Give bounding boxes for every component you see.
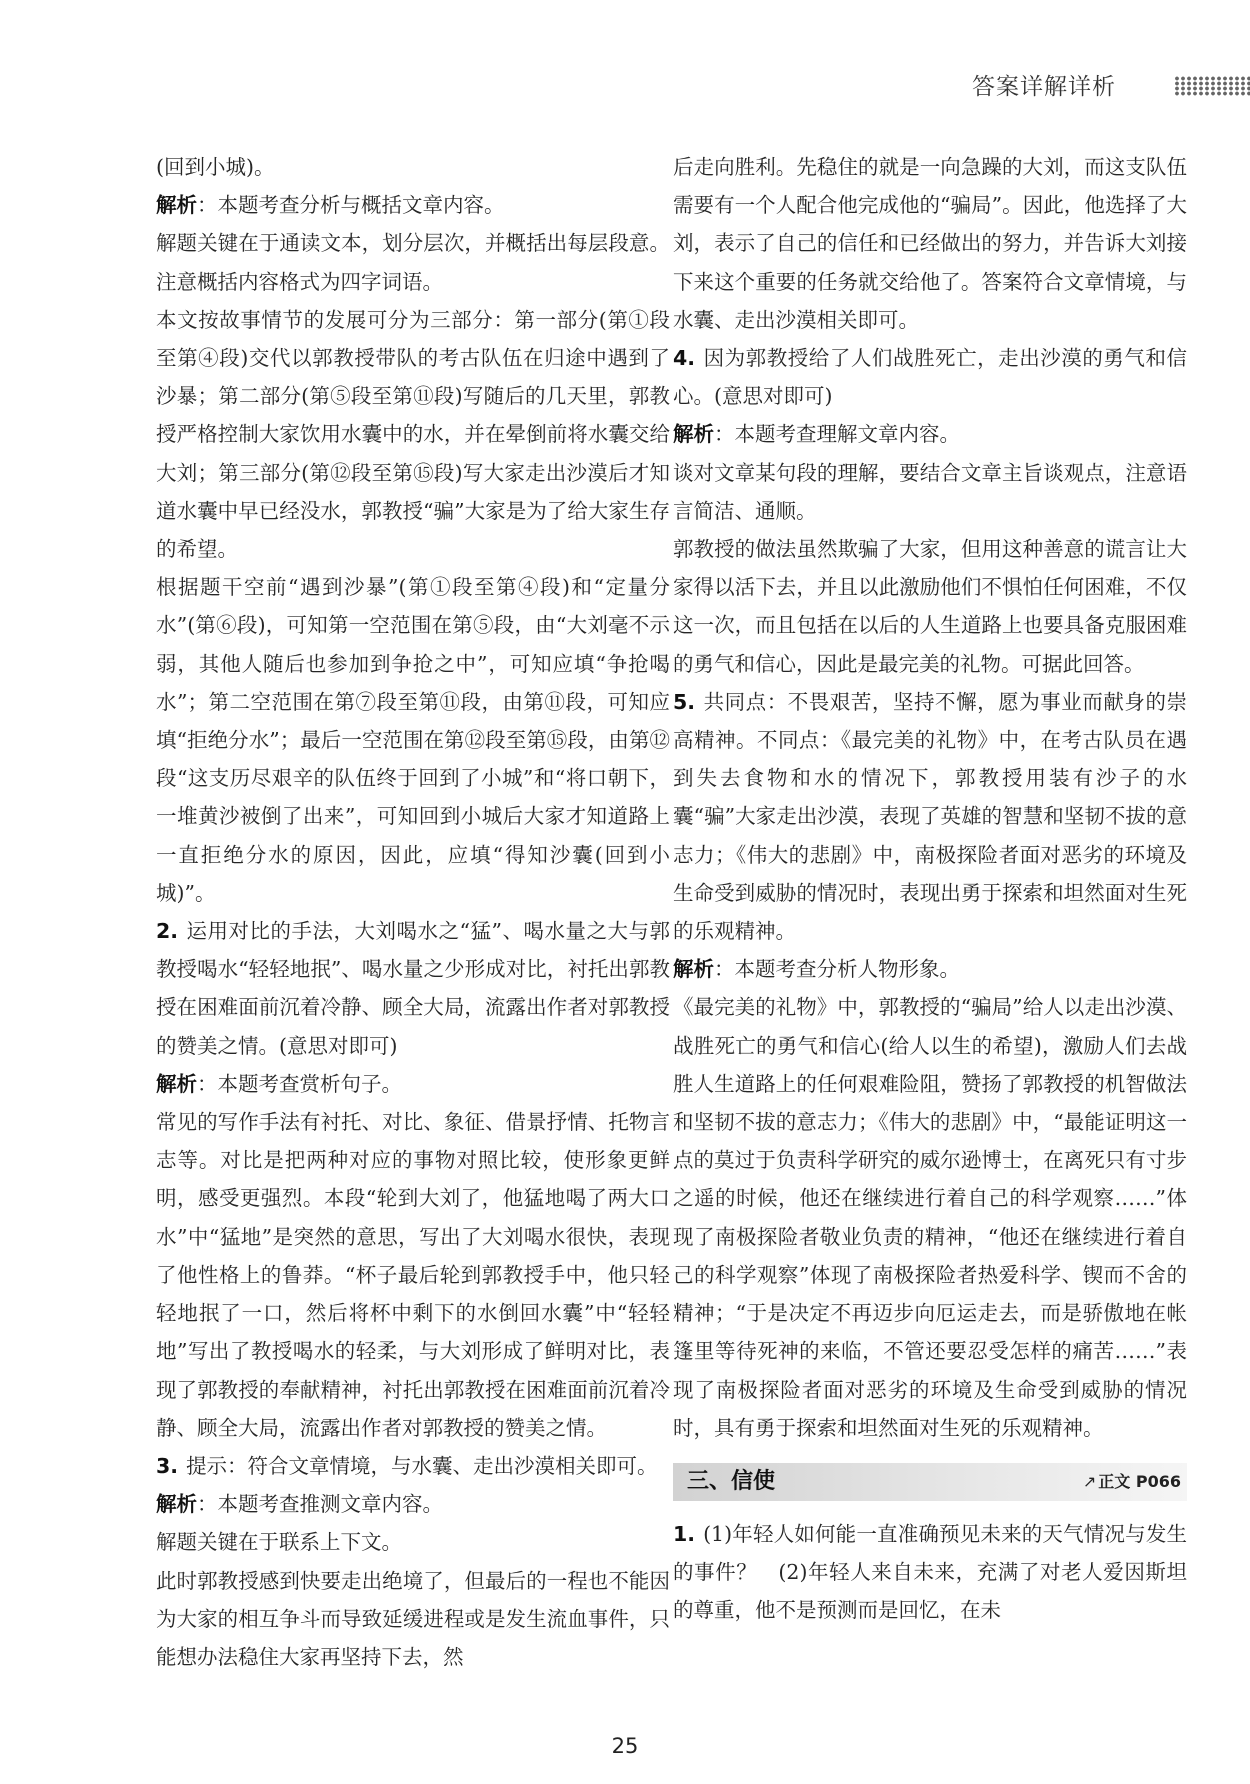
analysis-line — [156, 1065, 670, 1103]
left-column — [156, 148, 670, 1676]
answer-number: 3. — [156, 1453, 179, 1478]
analysis-label: 解析 — [673, 957, 714, 982]
right-column-top — [673, 148, 1187, 1447]
answer-text: 共同点：不畏艰苦，坚持不懈，愿为事业而献身的崇高精神。不同点：《最完美的礼物》中，在考古队员在遇到失去食物和水的情况下，郭教授用装有沙子的水囊“骗”大家走出沙漠，表现了英雄的智慧和坚韧不拔的意志力；《伟大的悲剧》中，南极探险者面对恶劣的环境及生命受到威胁的情况时，表现出勇于探索和坦然面对生死的乐观精神。 — [673, 689, 1187, 944]
section-ref-text: 正文 P066 — [1098, 1471, 1181, 1491]
analysis-label: 解析 — [156, 1071, 197, 1096]
analysis-text: ：本题考查推测文章内容。 — [197, 1492, 443, 1517]
page-header — [972, 68, 1250, 108]
paragraph: 后走向胜利。先稳住的就是一向急躁的大刘，而这支队伍需要有一个人配合他完成他的“骗局”。因此，他选择了大刘，表示了自己的信任和已经做出的努力，并告诉大刘接下来这个重要的任务就交给他了。答案符合文章情境，与水囊、走出沙漠相关即可。 — [673, 155, 1187, 332]
header-title: 答案详解详析 — [972, 74, 1116, 100]
analysis-line — [156, 186, 670, 224]
answer-number: 1. — [673, 1521, 696, 1546]
paragraph: 郭教授的做法虽然欺骗了大家，但用这种善意的谎言让大家得以活下去，并且以此激励他们不惧怕任何困难，不仅这一次，而且包括在以后的人生道路上也要具备克服困难的勇气和信心，因此是最完美的礼物。可据此回答。 — [673, 537, 1187, 676]
arrow-icon: ↗ — [1082, 1471, 1097, 1491]
right-column-bottom — [673, 1515, 1187, 1630]
analysis-text: ：本题考查分析人物形象。 — [714, 957, 960, 982]
answer-text: 因为郭教授给了人们战胜死亡，走出沙漠的勇气和信心。(意思对即可) — [673, 346, 1187, 409]
section-header — [673, 1463, 1187, 1501]
paragraph: 谈对文章某句段的理解，要结合文章主旨谈观点，注意语言简洁、通顺。 — [673, 460, 1187, 523]
answer-item — [673, 1515, 1187, 1630]
analysis-label: 解析 — [673, 422, 714, 447]
answer-number: 4. — [673, 346, 696, 371]
paragraph: 解题关键在于通读文本，划分层次，并概括出每层段意。注意概括内容格式为四字词语。 — [156, 231, 670, 294]
right-column — [673, 148, 1187, 1630]
dot-pattern-icon — [1174, 76, 1250, 96]
answer-item — [673, 683, 1187, 950]
analysis-line — [673, 950, 1187, 988]
analysis-label: 解析 — [156, 1492, 197, 1517]
answer-text: (1)年轻人如何能一直准确预见未来的天气情况与发生的事件？ (2)年轻人来自未来，充满了对老人爱因斯坦的尊重，他不是预测而是回忆，在未 — [673, 1521, 1187, 1623]
paragraph: 此时郭教授感到快要走出绝境了，但最后的一程也不能因为大家的相互争斗而导致延缓进程或是发生流血事件，只能想办法稳住大家再坚持下去，然 — [156, 1568, 670, 1669]
answer-text: 运用对比的手法，大刘喝水之“猛”、喝水量之大与郭教授喝水“轻轻地抿”、喝水量之少形成对比，衬托出郭教授在困难面前沉着冷静、顾全大局，流露出作者对郭教授的赞美之情。(意思对即可) — [156, 919, 670, 1058]
page-number: 25 — [611, 1734, 639, 1758]
paragraph: 《最完美的礼物》中，郭教授的“骗局”给人以走出沙漠、战胜死亡的勇气和信心(给人以生的希望)，激励人们去战胜人生道路上的任何艰难险阻，赞扬了郭教授的机智做法和坚韧不拔的意志力；《伟大的悲剧》中，“最能证明这一点的莫过于负责科学研究的威尔逊博士，在离死只有寸步之遥的时候，他还在继续进行着自己的科学观察……”体现了南极探险者敬业负责的精神，“他还在继续进行着自己的科学观察”体现了南极探险者热爱科学、锲而不舍的精神；“于是决定不再迈步向厄运走去，而是骄傲地在帐篷里等待死神的来临，不管还要忍受怎样的痛苦……”表现了南极探险者面对恶劣的环境及生命受到威胁的情况时，具有勇于探索和坦然面对生死的乐观精神。 — [673, 995, 1187, 1440]
section-title: 三、信使 — [687, 1468, 776, 1494]
answer-number: 5. — [673, 689, 696, 714]
section-page-ref — [1083, 1470, 1181, 1494]
answer-item — [673, 339, 1187, 415]
paragraph: 根据题干空前“遇到沙暴”(第①段至第④段)和“定量分水”(第⑥段)，可知第一空范围在第⑤段，由“大刘毫不示弱，其他人随后也参加到争抢之中”，可知应填“争抢喝水”；第二空范围在第⑦段至第⑪段，由第⑪段，可知应填“拒绝分水”；最后一空范围在第⑫段至第⑮段，由第⑫段“这支历尽艰辛的队伍终于回到了小城”和“将口朝下，一堆黄沙被倒了出来”，可知回到小城后大家才知道路上一直拒绝分水的原因，因此，应填“得知沙囊(回到小城)”。 — [156, 575, 670, 905]
analysis-text: ：本题考查分析与概括文章内容。 — [197, 193, 505, 218]
paragraph: 常见的写作手法有衬托、对比、象征、借景抒情、托物言志等。对比是把两种对应的事物对照比较，使形象更鲜明，感受更强烈。本段“轮到大刘了，他猛地喝了两大口水”中“猛地”是突然的意思，写出了大刘喝水很快，表现了他性格上的鲁莽。“杯子最后轮到郭教授手中，他只轻轻地抿了一口，然后将杯中剩下的水倒回水囊”中“轻轻地”写出了教授喝水的轻柔，与大刘形成了鲜明对比，表现了郭教授的奉献精神，衬托出郭教授在困难面前沉着冷静、顾全大局，流露出作者对郭教授的赞美之情。 — [156, 1110, 670, 1440]
paragraph: 解题关键在于联系上下文。 — [156, 1530, 402, 1555]
analysis-line — [156, 1485, 670, 1523]
analysis-label: 解析 — [156, 193, 197, 218]
answer-item — [156, 1447, 670, 1485]
paragraph: (回到小城)。 — [156, 155, 275, 179]
answer-text: 提示：符合文章情境，与水囊、走出沙漠相关即可。 — [186, 1453, 658, 1478]
answer-item — [156, 912, 670, 1065]
paragraph: 本文按故事情节的发展可分为三部分：第一部分(第①段至第④段)交代以郭教授带队的考古队伍在归途中遇到了沙暴；第二部分(第⑤段至第⑪段)写随后的几天里，郭教授严格控制大家饮用水囊中的水，并在晕倒前将水囊交给大刘；第三部分(第⑫段至第⑮段)写大家走出沙漠后才知道水囊中早已经没水，郭教授“骗”大家是为了给大家生存的希望。 — [156, 307, 670, 562]
analysis-text: ：本题考查理解文章内容。 — [714, 422, 960, 447]
answer-number: 2. — [156, 919, 179, 944]
analysis-line — [673, 415, 1187, 453]
analysis-text: ：本题考查赏析句子。 — [197, 1071, 402, 1096]
